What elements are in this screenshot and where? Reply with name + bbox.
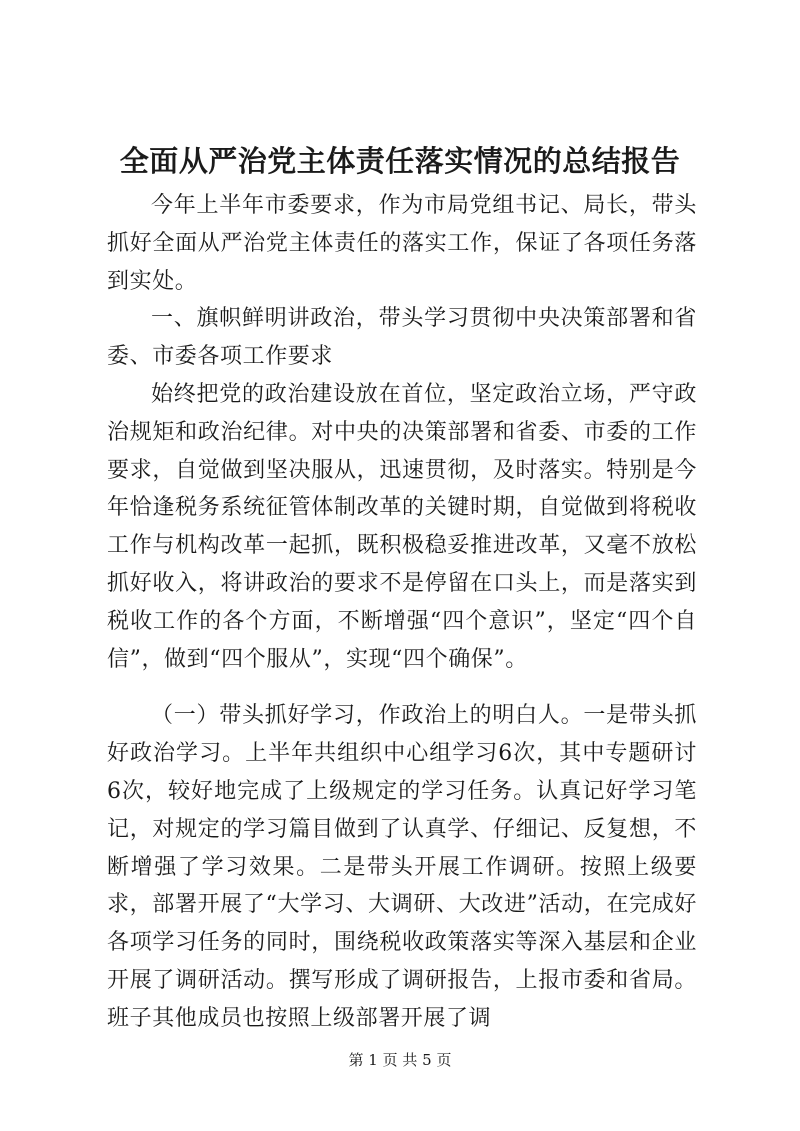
document-body bbox=[107, 187, 697, 1038]
page-footer: 第 1 页 共 5 页 bbox=[348, 1051, 452, 1069]
document-title: 全面从严治党主体责任落实情况的总结报告 bbox=[119, 144, 681, 178]
paragraph-intro: 今年上半年市委要求，作为市局党组书记、局长，带头抓好全面从严治党主体责任的落实工作，保证了各项任务落到实处。 bbox=[107, 193, 697, 294]
paragraph-section-heading: 一、旗帜鲜明讲政治，带头学习贯彻中央决策部署和省委、市委各项工作要求 bbox=[107, 306, 697, 370]
paragraph-political-building: 始终把党的政治建设放在首位，坚定政治立场，严守政治规矩和政治纪律。对中央的决策部署和省委、市委的工作要求，自觉做到坚决服从，迅速贯彻，及时落实。特别是今年恰逢税务系统征管体制改革的关键时期，自觉做到将税收工作与机构改革一起抓，既积极稳妥推进改革，又毫不放松抓好收入，将讲政治的要求不是停留在口头上，而是落实到税收工作的各个方面，不断增强“四个意识”，坚定“四个自信”，做到“四个服从”，实现“四个确保”。 bbox=[107, 381, 697, 672]
paragraph-study: （一）带头抓好学习，作政治上的明白人。一是带头抓好政治学习。上半年共组织中心组学习6次，其中专题研讨6次，较好地完成了上级规定的学习任务。认真记好学习笔记，对规定的学习篇目做到了认真学、仔细记、反复想，不断增强了学习效果。二是带头开展工作调研。按照上级要求，部署开展了“大学习、大调研、大改进”活动，在完成好各项学习任务的同时，围绕税收政策落实等深入基层和企业开展了调研活动。撰写形成了调研报告，上报市委和省局。班子其他成员也按照上级部署开展了调 bbox=[107, 703, 697, 1031]
